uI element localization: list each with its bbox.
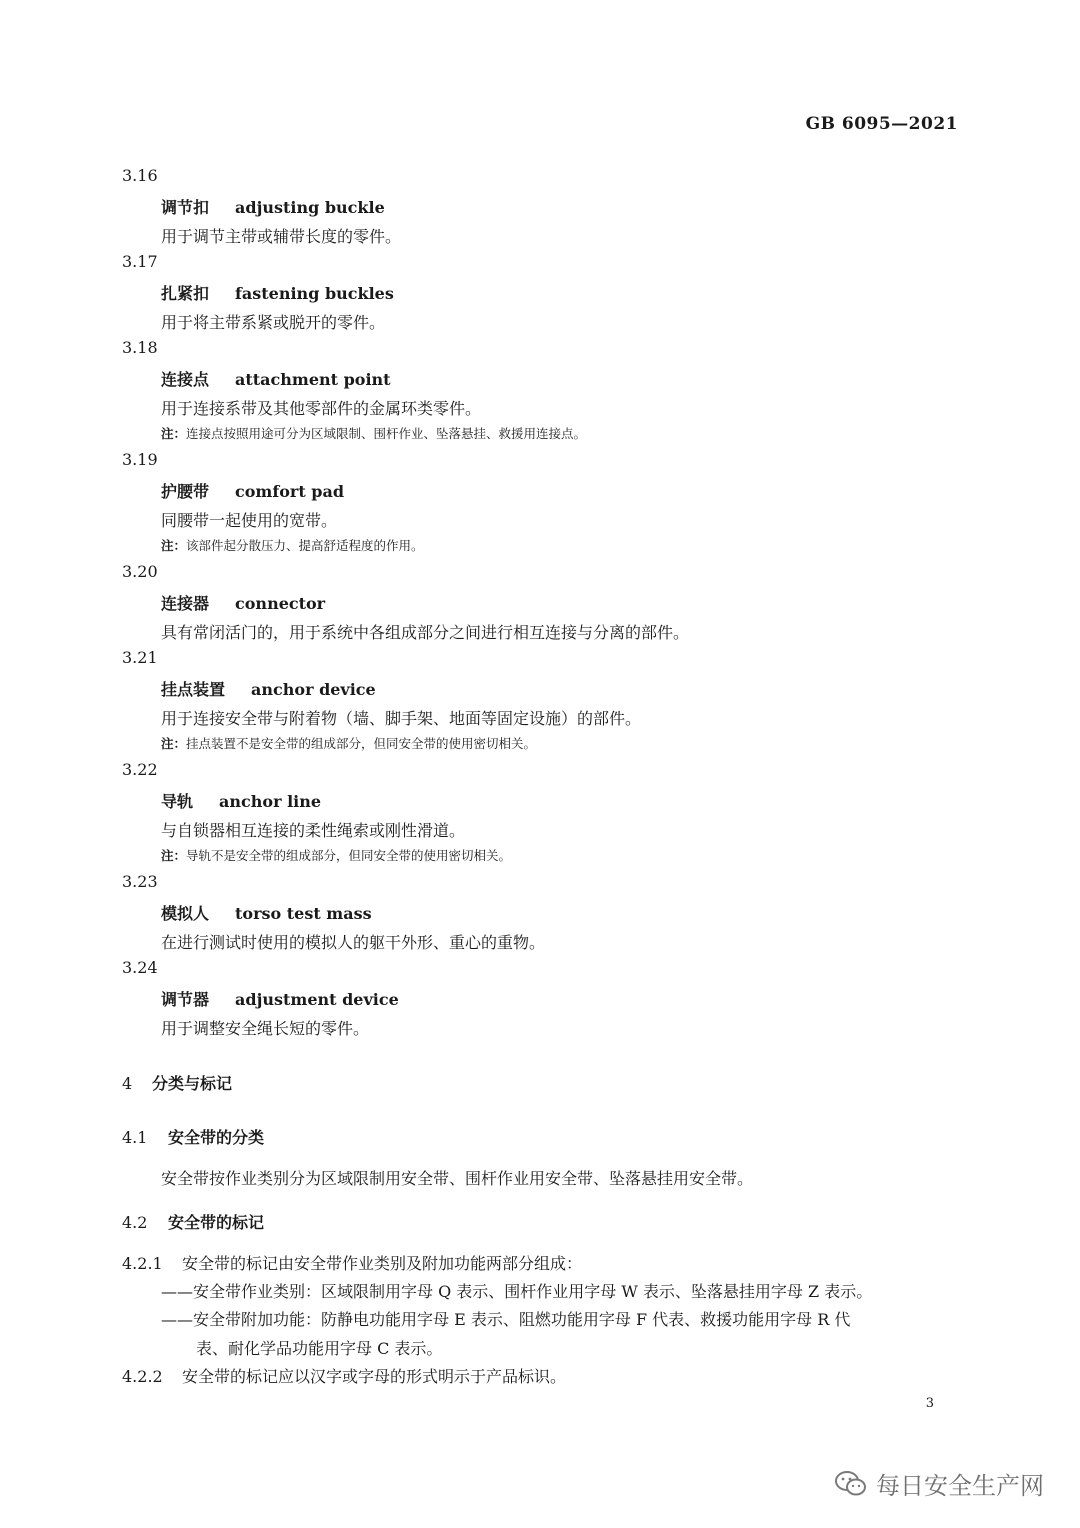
term-number: 3.18: [122, 338, 158, 357]
wechat-icon: [834, 1470, 868, 1498]
term-definition: 用于调节主带或辅带长度的零件。: [161, 227, 402, 246]
subsection-title: 安全带的标记: [168, 1213, 265, 1232]
term-title-zh: 连接点: [161, 370, 210, 389]
term-title: [161, 195, 385, 218]
term-number: 3.16: [122, 166, 158, 185]
clause-number: 4.2.2: [122, 1367, 163, 1386]
note-label: 注：: [161, 736, 187, 751]
list-item: ——安全带附加功能：防静电功能用字母 E 表示、阻燃功能用字母 F 代表、救援功能用字母 R 代: [161, 1310, 851, 1329]
page-number: 3: [925, 1396, 934, 1411]
term-note: [161, 846, 511, 864]
subsection-number: 4.1: [122, 1128, 148, 1147]
term-definition: 在进行测试时使用的模拟人的躯干外形、重心的重物。: [161, 933, 546, 952]
term-title-zh: 调节扣: [161, 198, 210, 217]
term-definition: 用于连接系带及其他零部件的金属环类零件。: [161, 399, 482, 418]
term-title-en: adjustment device: [235, 990, 399, 1009]
paragraph: 安全带按作业类别分为区域限制用安全带、围杆作业用安全带、坠落悬挂用安全带。: [161, 1169, 754, 1188]
document-code: GB 6095—2021: [805, 114, 958, 134]
term-title-zh: 扎紧扣: [161, 284, 210, 303]
term-number: 3.24: [122, 958, 158, 977]
term-number: 3.17: [122, 252, 158, 271]
term-title: [161, 591, 325, 614]
term-number: 3.22: [122, 760, 158, 779]
term-title-en: anchor line: [219, 792, 322, 811]
section-heading: [122, 1071, 232, 1094]
term-title: [161, 677, 376, 700]
term-title-en: comfort pad: [235, 482, 345, 501]
term-title-en: torso test mass: [235, 904, 372, 923]
subsection-heading: [122, 1125, 264, 1148]
term-title: [161, 901, 372, 924]
term-title-zh: 护腰带: [161, 482, 210, 501]
term-definition: 用于调整安全绳长短的零件。: [161, 1019, 370, 1038]
clause-text: 安全带的标记由安全带作业类别及附加功能两部分组成：: [182, 1254, 583, 1273]
note-text: 导轨不是安全带的组成部分，但同安全带的使用密切相关。: [186, 848, 512, 863]
term-number: 3.20: [122, 562, 158, 581]
clause: [122, 1251, 582, 1274]
note-label: 注：: [161, 426, 187, 441]
section-title: 分类与标记: [152, 1074, 233, 1093]
subsection-number: 4.2: [122, 1213, 148, 1232]
note-label: 注：: [161, 848, 187, 863]
clause-text: 安全带的标记应以汉字或字母的形式明示于产品标识。: [182, 1367, 567, 1386]
note-text: 连接点按照用途可分为区域限制、围杆作业、坠落悬挂、救援用连接点。: [186, 426, 587, 441]
term-title: [161, 987, 399, 1010]
note-text: 挂点装置不是安全带的组成部分，但同安全带的使用密切相关。: [186, 736, 537, 751]
term-title-zh: 连接器: [161, 594, 210, 613]
note-label: 注：: [161, 538, 187, 553]
term-title-zh: 导轨: [161, 792, 194, 811]
term-title: [161, 367, 391, 390]
term-definition: 用于将主带系紧或脱开的零件。: [161, 313, 386, 332]
term-title: [161, 479, 344, 502]
term-number: 3.23: [122, 872, 158, 891]
term-number: 3.19: [122, 450, 158, 469]
term-number: 3.21: [122, 648, 158, 667]
term-definition: 用于连接安全带与附着物（墙、脚手架、地面等固定设施）的部件。: [161, 709, 642, 728]
term-definition: 具有常闭活门的，用于系统中各组成部分之间进行相互连接与分离的部件。: [161, 623, 690, 642]
clause-number: 4.2.1: [122, 1254, 163, 1273]
subsection-title: 安全带的分类: [168, 1128, 265, 1147]
section-number: 4: [122, 1074, 133, 1093]
watermark: [834, 1466, 1044, 1501]
term-title-zh: 模拟人: [161, 904, 210, 923]
list-item-continuation: 表、耐化学品功能用字母 C 表示。: [196, 1339, 443, 1358]
term-title: [161, 281, 394, 304]
term-definition: 与自锁器相互连接的柔性绳索或刚性滑道。: [161, 821, 466, 840]
term-note: [161, 424, 586, 442]
term-title-zh: 调节器: [161, 990, 210, 1009]
note-text: 该部件起分散压力、提高舒适程度的作用。: [186, 538, 424, 553]
watermark-text: 每日安全生产网: [876, 1472, 1044, 1500]
term-title-en: attachment point: [235, 370, 391, 389]
term-title-en: connector: [235, 594, 326, 613]
term-definition: 同腰带一起使用的宽带。: [161, 511, 338, 530]
term-title-en: fastening buckles: [235, 284, 394, 303]
term-title: [161, 789, 321, 812]
term-note: [161, 734, 536, 752]
subsection-heading: [122, 1210, 264, 1233]
term-title-en: adjusting buckle: [235, 198, 385, 217]
clause: [122, 1364, 566, 1387]
term-note: [161, 536, 424, 554]
term-title-en: anchor device: [251, 680, 376, 699]
list-item: ——安全带作业类别：区域限制用字母 Q 表示、围杆作业用字母 W 表示、坠落悬挂用字母 Z 表示。: [161, 1282, 873, 1301]
term-title-zh: 挂点装置: [161, 680, 226, 699]
